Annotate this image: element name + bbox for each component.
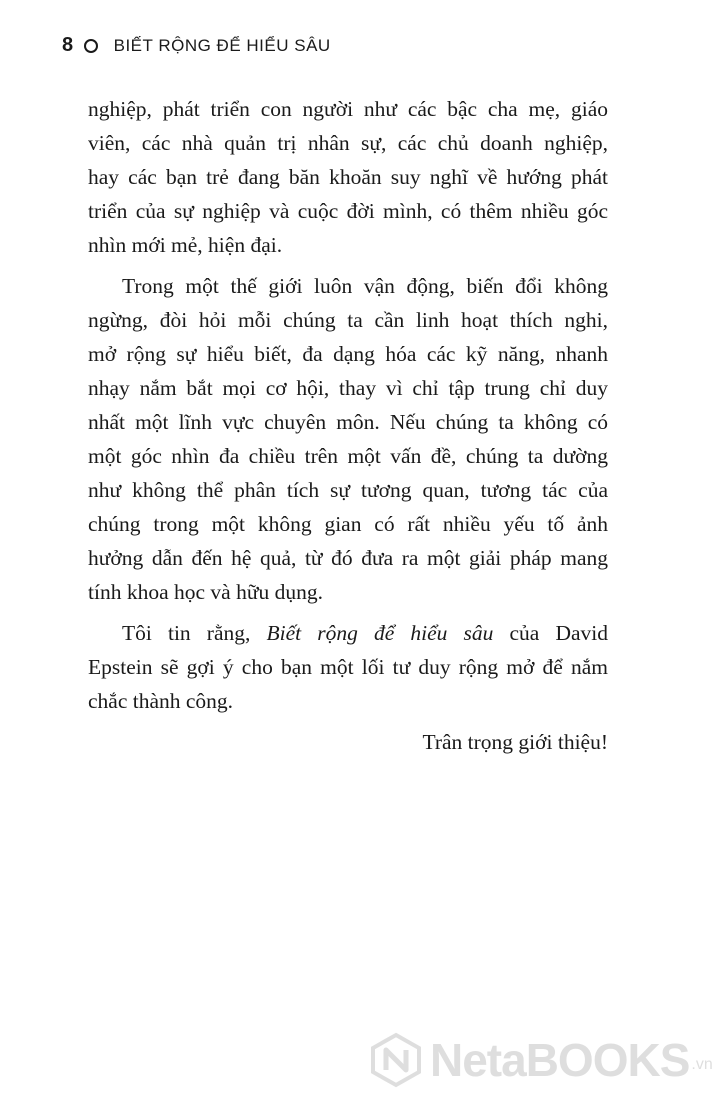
text-line: hay các bạn trẻ đang băn khoăn suy nghĩ về hướng phát [88,165,608,189]
circle-ornament-icon [84,39,98,53]
text-line: một góc nhìn đa chiều trên một vấn đề, chúng ta dường [88,444,608,468]
text-line: ngừng, đòi hỏi mỗi chúng ta cần linh hoạt thích nghi, [88,308,608,332]
text-line: chắc thành công. [88,689,234,713]
text-fragment: của David [493,621,608,645]
signature-line: Trân trọng giới thiệu! [422,730,608,754]
watermark [368,1032,713,1088]
watermark-suffix: .vn [691,1056,713,1073]
running-header [62,34,331,57]
text-line: chúng trong một không gian có rất nhiều yếu tố ảnh [88,512,608,536]
text-line: nghiệp, phát triển con người như các bậc cha mẹ, giáo [88,97,608,121]
text-line: hưởng dẫn đến hệ quả, từ đó đưa ra một giải pháp mang [88,546,608,570]
text-line: triển của sự nghiệp và cuộc đời mình, có thêm nhiều góc [88,199,608,223]
watermark-brand: NetaBOOKS [430,1034,690,1086]
text-line: nhạy nắm bắt mọi cơ hội, thay vì chỉ tập trung chỉ duy [88,376,608,400]
text-line: Trong một thế giới luôn vận động, biến đổi không [122,274,608,298]
text-line: viên, các nhà quản trị nhân sự, các chủ doanh nghiệp, [88,131,608,155]
hexagon-logo-icon [368,1032,424,1088]
text-line: nhất một lĩnh vực chuyên môn. Nếu chúng ta không có [88,410,608,434]
page-number: 8 [62,34,74,56]
page-body [88,92,608,759]
text-line: mở rộng sự hiểu biết, đa dạng hóa các kỹ năng, nhanh [88,342,608,366]
running-title: BIẾT RỘNG ĐỂ HIỂU SÂU [113,35,331,55]
text-line: như không thể phân tích sự tương quan, tương tác của [88,478,608,502]
text-line: Epstein sẽ gợi ý cho bạn một lối tư duy rộng mở để nắm [88,655,608,679]
book-title: Biết rộng để hiểu sâu [266,621,494,645]
text-line: nhìn mới mẻ, hiện đại. [88,233,283,257]
text-fragment: Tôi tin rằng, [122,621,267,645]
text-line: tính khoa học và hữu dụng. [88,580,323,604]
text-line [88,616,608,650]
